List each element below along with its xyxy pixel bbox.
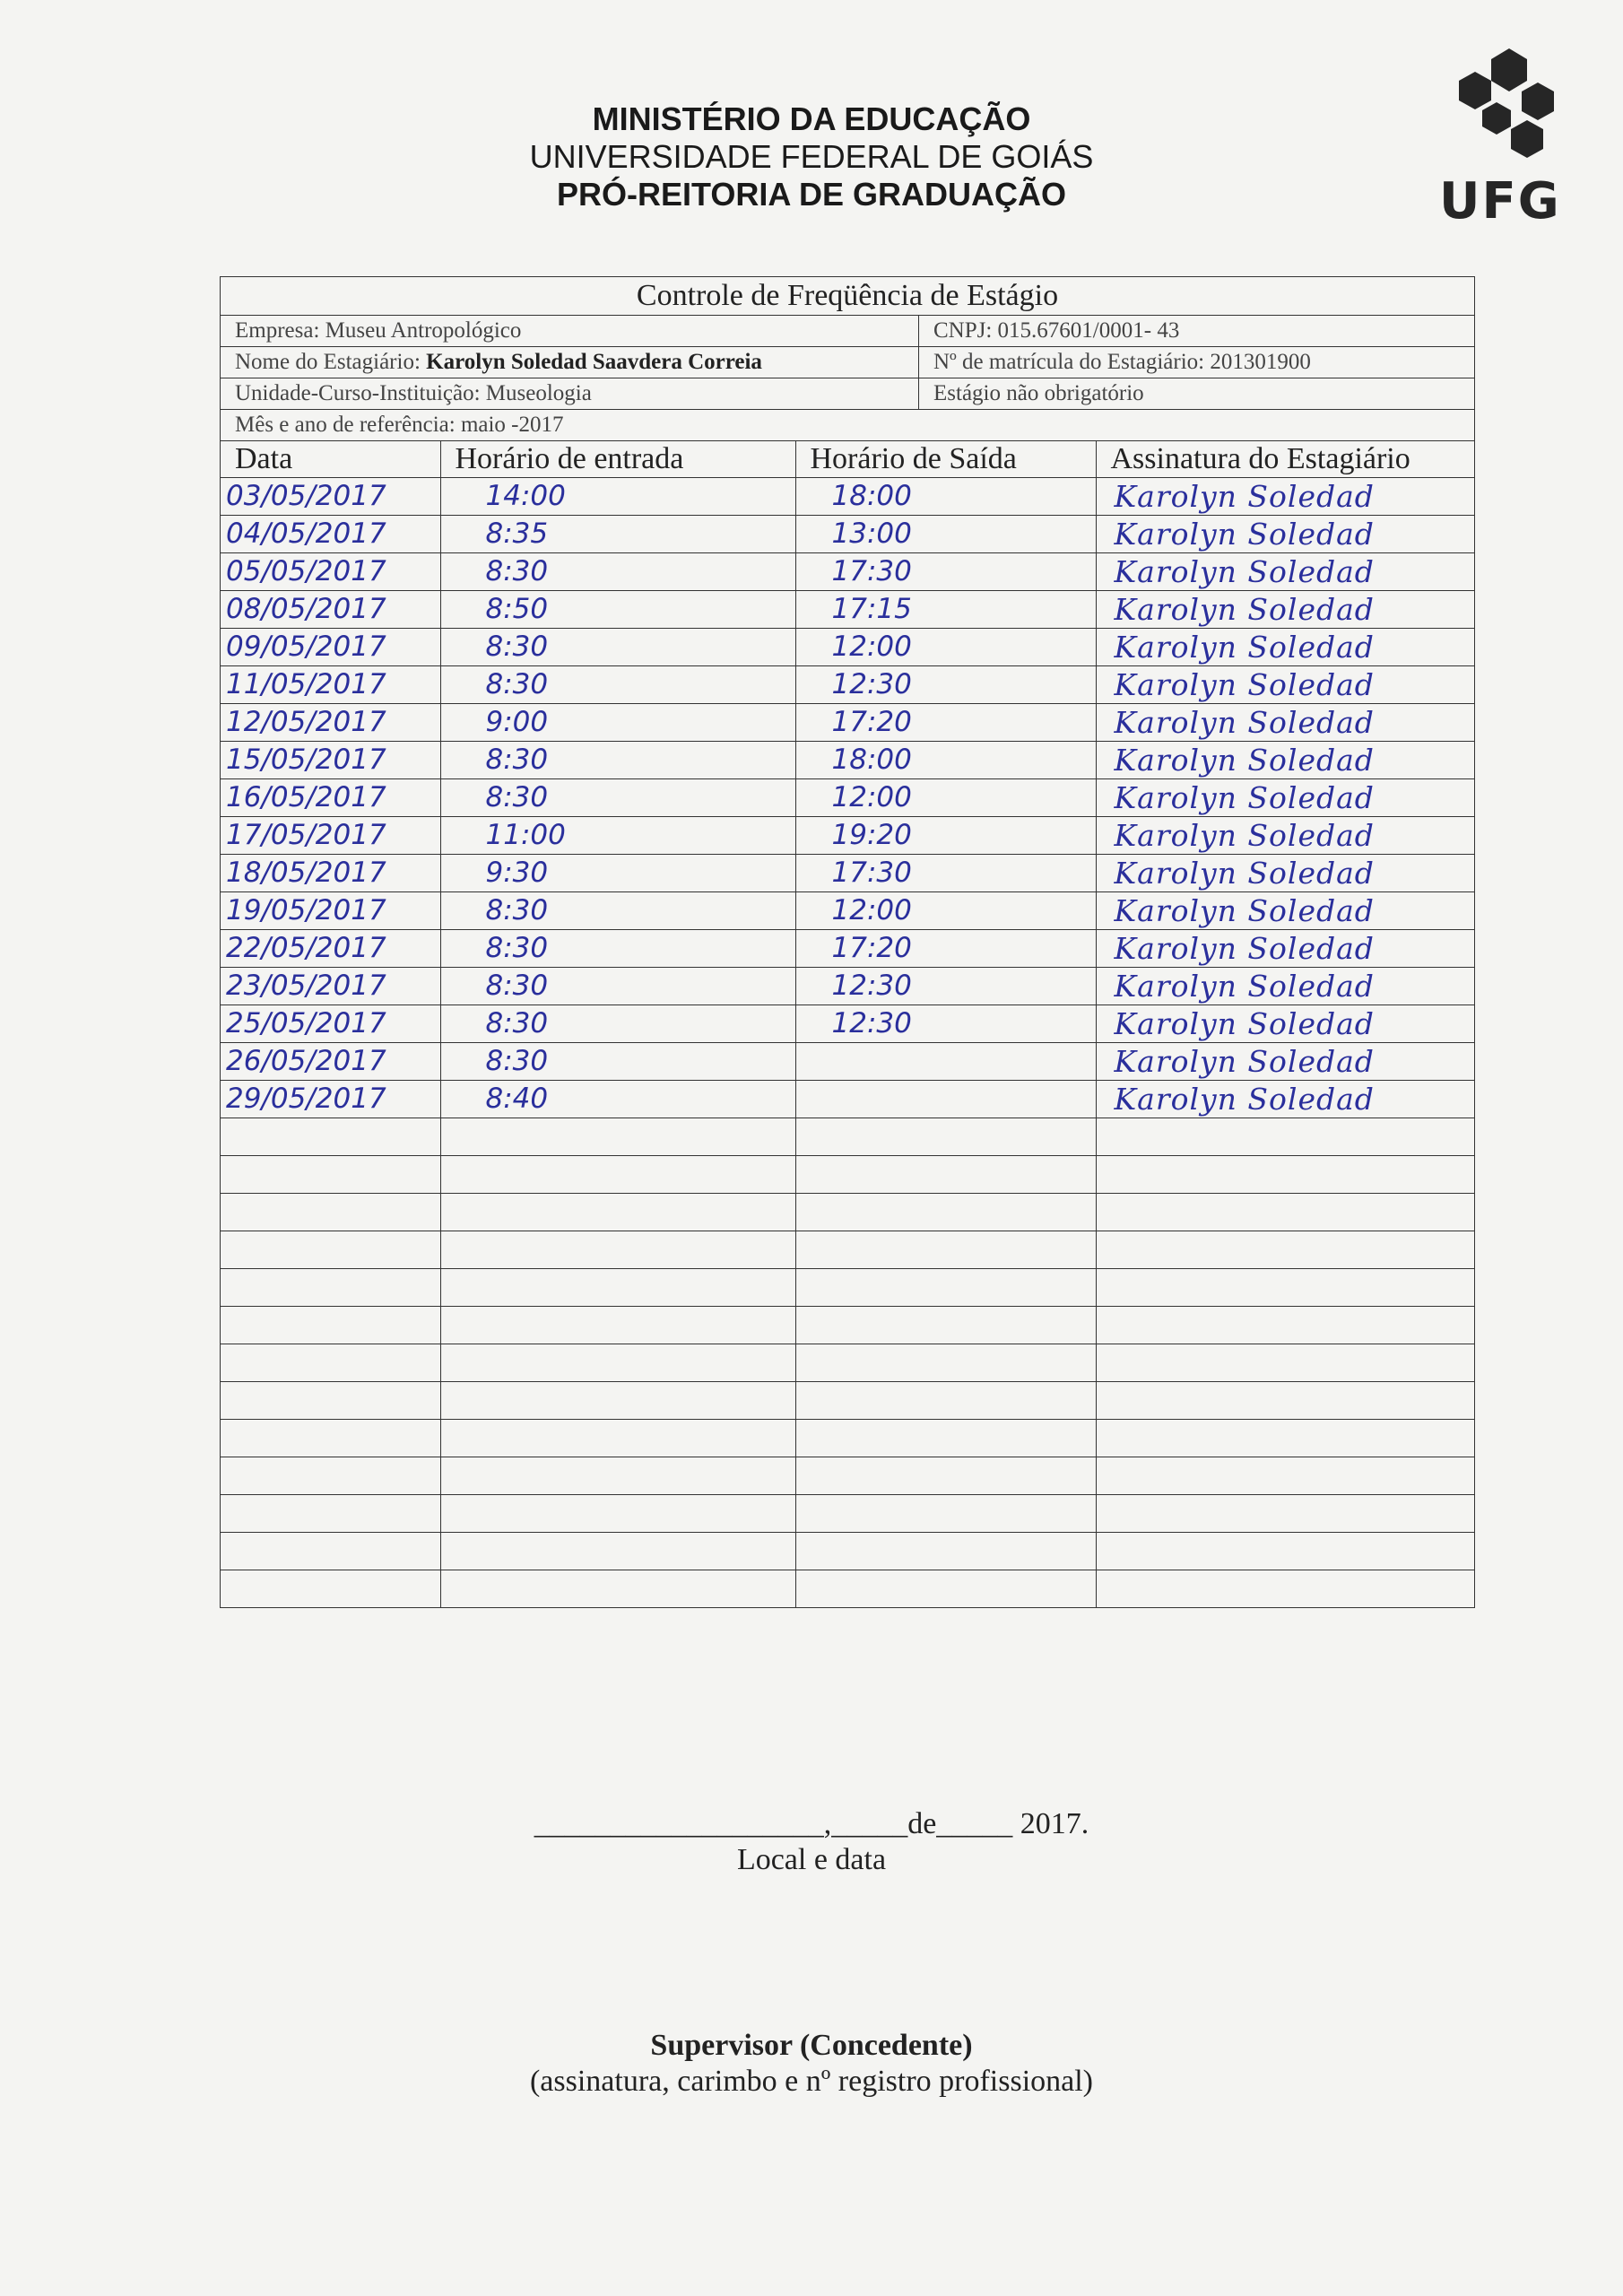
exit-time-cell: [795, 1381, 1096, 1419]
exit-time-cell: 17:30: [795, 854, 1096, 891]
date-line: ___________________,_____de_____ 2017.: [534, 1807, 1089, 1840]
date-cell: [221, 1155, 440, 1193]
entry-time-cell: 8:40: [440, 1080, 795, 1118]
document-header: [0, 100, 1623, 213]
entry-time-cell: 11:00: [440, 816, 795, 854]
info-row-unit: [221, 378, 1474, 410]
entry-time-cell: [440, 1118, 795, 1155]
table-row: [221, 515, 1474, 552]
entry-time-cell: 8:30: [440, 741, 795, 778]
table-row: [221, 891, 1474, 929]
exit-time-cell: [795, 1494, 1096, 1532]
entry-time-cell: [440, 1306, 795, 1344]
entry-time-cell: [440, 1532, 795, 1570]
attendance-form: [220, 276, 1475, 1608]
company-field: Empresa: Museu Antropológico: [221, 316, 919, 346]
date-cell: 19/05/2017: [221, 891, 440, 929]
internship-type-field: Estágio não obrigatório: [933, 381, 1144, 405]
exit-time-cell: [795, 1193, 1096, 1231]
table-row: [221, 1457, 1474, 1494]
exit-time-cell: 12:00: [795, 628, 1096, 665]
table-row: [221, 1344, 1474, 1381]
table-row: [221, 778, 1474, 816]
signature-cell: Karolyn Soledad: [1096, 628, 1474, 665]
entry-time-cell: 8:35: [440, 515, 795, 552]
table-row: [221, 741, 1474, 778]
table-row: [221, 1193, 1474, 1231]
exit-time-cell: [795, 1344, 1096, 1381]
signature-cell: Karolyn Soledad: [1096, 477, 1474, 515]
entry-time-cell: [440, 1155, 795, 1193]
table-row: [221, 854, 1474, 891]
logo-text: UFG: [1439, 172, 1561, 230]
entry-time-cell: [440, 1381, 795, 1419]
date-cell: [221, 1381, 440, 1419]
entry-time-cell: [440, 1231, 795, 1268]
date-cell: 26/05/2017: [221, 1042, 440, 1080]
dean-office-title: PRÓ-REITORIA DE GRADUAÇÃO: [556, 176, 1067, 213]
table-row: [221, 477, 1474, 515]
date-cell: [221, 1268, 440, 1306]
exit-time-cell: [795, 1155, 1096, 1193]
signature-cell: Karolyn Soledad: [1096, 703, 1474, 741]
date-cell: [221, 1570, 440, 1607]
table-row: [221, 1381, 1474, 1419]
date-cell: [221, 1118, 440, 1155]
date-cell: 29/05/2017: [221, 1080, 440, 1118]
table-row: [221, 1231, 1474, 1268]
signature-cell: Karolyn Soledad: [1096, 854, 1474, 891]
signature-cell: [1096, 1268, 1474, 1306]
date-cell: 12/05/2017: [221, 703, 440, 741]
exit-time-cell: 12:30: [795, 665, 1096, 703]
signature-cell: [1096, 1494, 1474, 1532]
intern-name-label: Nome do Estagiário:: [235, 350, 427, 374]
table-row: [221, 1080, 1474, 1118]
exit-time-cell: [795, 1570, 1096, 1607]
exit-time-cell: [795, 1118, 1096, 1155]
reference-month-field: Mês e ano de referência: maio -2017: [235, 413, 564, 437]
entry-time-cell: 8:30: [440, 665, 795, 703]
signature-cell: Karolyn Soledad: [1096, 552, 1474, 590]
supervisor-subtitle: (assinatura, carimbo e nº registro profissional): [529, 2065, 1094, 2098]
exit-time-cell: [795, 1532, 1096, 1570]
date-cell: 08/05/2017: [221, 590, 440, 628]
exit-time-cell: 12:30: [795, 967, 1096, 1004]
table-row: [221, 665, 1474, 703]
info-row-company: [221, 316, 1474, 347]
info-row-reference: [221, 410, 1474, 441]
exit-time-cell: 19:20: [795, 816, 1096, 854]
signature-cell: Karolyn Soledad: [1096, 816, 1474, 854]
registration-field: Nº de matrícula do Estagiário: 201301900: [933, 350, 1311, 374]
date-cell: 23/05/2017: [221, 967, 440, 1004]
date-cell: 15/05/2017: [221, 741, 440, 778]
date-cell: [221, 1532, 440, 1570]
signature-cell: [1096, 1231, 1474, 1268]
entry-time-cell: 9:00: [440, 703, 795, 741]
date-cell: [221, 1457, 440, 1494]
form-title: Controle de Freqüência de Estágio: [221, 277, 1474, 316]
date-cell: [221, 1306, 440, 1344]
entry-time-cell: [440, 1268, 795, 1306]
exit-time-cell: 17:15: [795, 590, 1096, 628]
entry-time-cell: 8:50: [440, 590, 795, 628]
university-title: UNIVERSIDADE FEDERAL DE GOIÁS: [529, 138, 1094, 175]
table-row: [221, 1306, 1474, 1344]
date-cell: [221, 1494, 440, 1532]
table-row: [221, 1004, 1474, 1042]
entry-time-cell: 14:00: [440, 477, 795, 515]
date-cell: [221, 1193, 440, 1231]
signature-cell: Karolyn Soledad: [1096, 778, 1474, 816]
column-header-entry: Horário de entrada: [440, 441, 795, 477]
entry-time-cell: [440, 1193, 795, 1231]
signature-cell: [1096, 1118, 1474, 1155]
entry-time-cell: [440, 1494, 795, 1532]
signature-cell: Karolyn Soledad: [1096, 929, 1474, 967]
entry-time-cell: 8:30: [440, 552, 795, 590]
table-row: [221, 1532, 1474, 1570]
exit-time-cell: 17:20: [795, 929, 1096, 967]
signature-cell: [1096, 1419, 1474, 1457]
info-row-intern: [221, 347, 1474, 378]
table-row: [221, 929, 1474, 967]
date-cell: [221, 1344, 440, 1381]
table-row: [221, 816, 1474, 854]
table-row: [221, 1570, 1474, 1607]
date-caption: Local e data: [736, 1843, 887, 1876]
signature-cell: Karolyn Soledad: [1096, 967, 1474, 1004]
signature-cell: [1096, 1381, 1474, 1419]
exit-time-cell: [795, 1457, 1096, 1494]
signature-cell: [1096, 1344, 1474, 1381]
exit-time-cell: [795, 1080, 1096, 1118]
table-row: [221, 1268, 1474, 1306]
signature-cell: [1096, 1532, 1474, 1570]
table-row: [221, 703, 1474, 741]
column-header-date: Data: [221, 441, 440, 477]
cnpj-field: CNPJ: 015.67601/0001- 43: [933, 318, 1180, 343]
entry-time-cell: 8:30: [440, 967, 795, 1004]
column-header-exit: Horário de Saída: [795, 441, 1096, 477]
entry-time-cell: 8:30: [440, 1004, 795, 1042]
entry-time-cell: [440, 1419, 795, 1457]
table-row: [221, 1042, 1474, 1080]
entry-time-cell: [440, 1457, 795, 1494]
signature-cell: Karolyn Soledad: [1096, 741, 1474, 778]
date-cell: 22/05/2017: [221, 929, 440, 967]
entry-time-cell: 8:30: [440, 891, 795, 929]
exit-time-cell: 12:30: [795, 1004, 1096, 1042]
table-row: [221, 628, 1474, 665]
date-cell: 17/05/2017: [221, 816, 440, 854]
date-cell: [221, 1231, 440, 1268]
signature-cell: [1096, 1457, 1474, 1494]
exit-time-cell: 13:00: [795, 515, 1096, 552]
entry-time-cell: [440, 1344, 795, 1381]
supervisor-title: Supervisor (Concedente): [650, 2029, 973, 2062]
table-row: [221, 1494, 1474, 1532]
signature-cell: Karolyn Soledad: [1096, 590, 1474, 628]
exit-time-cell: [795, 1419, 1096, 1457]
intern-name-value: Karolyn Soledad Saavdera Correia: [426, 350, 762, 374]
date-cell: 16/05/2017: [221, 778, 440, 816]
exit-time-cell: 18:00: [795, 477, 1096, 515]
signature-cell: Karolyn Soledad: [1096, 665, 1474, 703]
intern-name-field: [221, 347, 919, 378]
date-cell: 11/05/2017: [221, 665, 440, 703]
signature-cell: [1096, 1155, 1474, 1193]
entry-time-cell: 8:30: [440, 1042, 795, 1080]
table-row: [221, 552, 1474, 590]
ministry-title: MINISTÉRIO DA EDUCAÇÃO: [592, 100, 1031, 137]
entry-time-cell: 8:30: [440, 778, 795, 816]
ufg-logo: [1439, 47, 1561, 230]
date-cell: 05/05/2017: [221, 552, 440, 590]
table-row: [221, 1419, 1474, 1457]
date-cell: 18/05/2017: [221, 854, 440, 891]
attendance-rows: [221, 477, 1474, 1607]
table-row: [221, 590, 1474, 628]
table-row: [221, 1118, 1474, 1155]
signature-cell: Karolyn Soledad: [1096, 1042, 1474, 1080]
table-row: [221, 1155, 1474, 1193]
attendance-table: [221, 441, 1474, 1607]
unit-course-field: Unidade-Curso-Instituição: Museologia: [221, 378, 919, 409]
table-row: [221, 967, 1474, 1004]
entry-time-cell: 9:30: [440, 854, 795, 891]
exit-time-cell: [795, 1231, 1096, 1268]
entry-time-cell: 8:30: [440, 628, 795, 665]
signature-cell: [1096, 1306, 1474, 1344]
exit-time-cell: 17:20: [795, 703, 1096, 741]
date-cell: 09/05/2017: [221, 628, 440, 665]
entry-time-cell: 8:30: [440, 929, 795, 967]
signature-cell: Karolyn Soledad: [1096, 891, 1474, 929]
signature-cell: Karolyn Soledad: [1096, 1080, 1474, 1118]
entry-time-cell: [440, 1570, 795, 1607]
column-header-signature: Assinatura do Estagiário: [1096, 441, 1474, 477]
exit-time-cell: 12:00: [795, 891, 1096, 929]
signature-cell: Karolyn Soledad: [1096, 1004, 1474, 1042]
date-cell: [221, 1419, 440, 1457]
table-header-row: [221, 441, 1474, 477]
signature-cell: [1096, 1193, 1474, 1231]
exit-time-cell: [795, 1268, 1096, 1306]
exit-time-cell: [795, 1306, 1096, 1344]
exit-time-cell: 12:00: [795, 778, 1096, 816]
hexagon-cluster-icon: [1439, 47, 1556, 172]
date-cell: 25/05/2017: [221, 1004, 440, 1042]
date-cell: 04/05/2017: [221, 515, 440, 552]
signature-cell: Karolyn Soledad: [1096, 515, 1474, 552]
exit-time-cell: 18:00: [795, 741, 1096, 778]
signature-cell: [1096, 1570, 1474, 1607]
date-cell: 03/05/2017: [221, 477, 440, 515]
exit-time-cell: [795, 1042, 1096, 1080]
exit-time-cell: 17:30: [795, 552, 1096, 590]
